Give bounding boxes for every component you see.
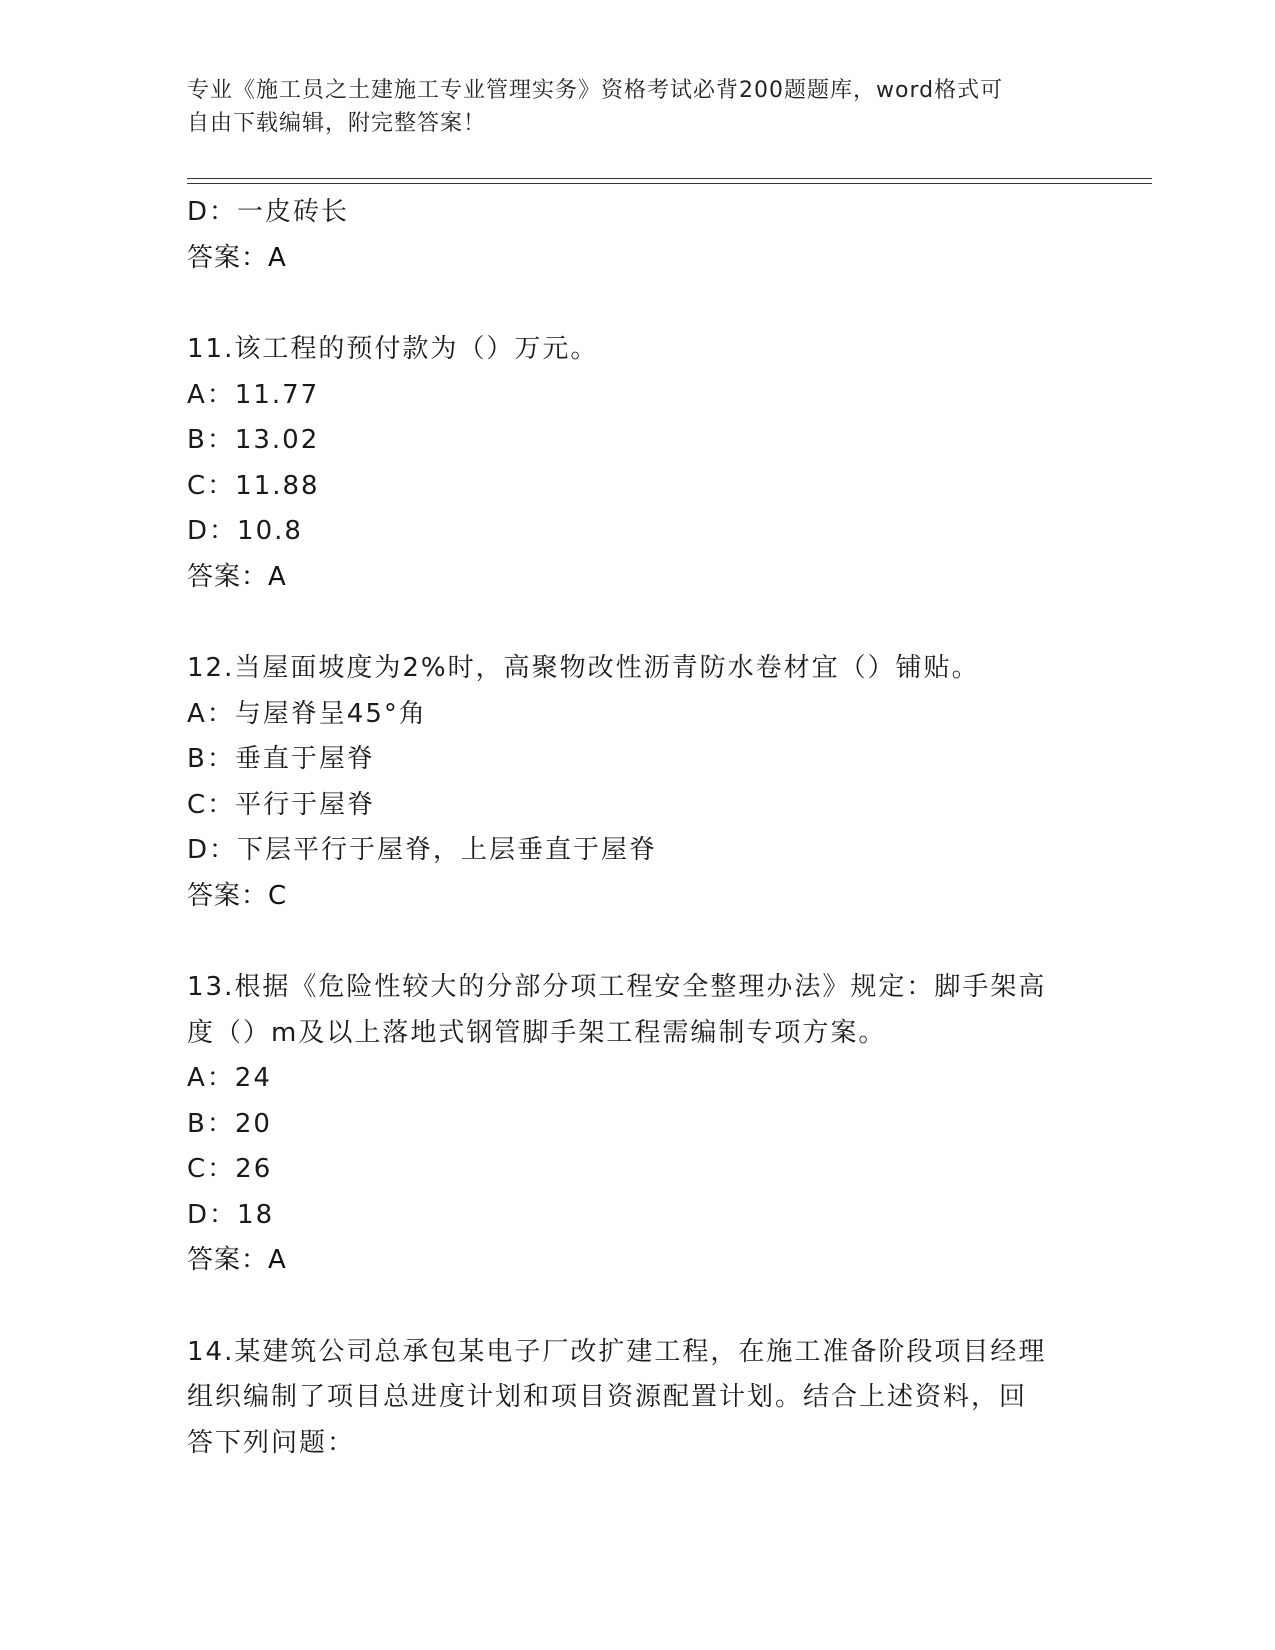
question-stem-line-2: 度（）m及以上落地式钢管脚手架工程需编制专项方案。	[187, 1017, 887, 1048]
option-b: B：20	[187, 1108, 272, 1139]
question-stem: 11.该工程的预付款为（）万元。	[187, 334, 599, 364]
answer-line: 答案：C	[187, 880, 288, 911]
option-b: B：垂直于屋脊	[187, 744, 375, 774]
answer-line: 答案：A	[187, 1245, 287, 1275]
option-c: C：平行于屋脊	[187, 789, 376, 820]
header-line-2: 自由下载编辑，附完整答案！	[187, 111, 487, 136]
option-d: D：下层平行于屋脊，上层垂直于屋脊	[187, 835, 658, 865]
option-b: B：13.02	[187, 425, 320, 455]
header-rule-top	[187, 178, 1152, 179]
question-14	[187, 1330, 1087, 1467]
question-12	[187, 646, 1087, 919]
question-stem-line-1: 13.根据《危险性较大的分部分项工程安全整理办法》规定：脚手架高	[187, 972, 1047, 1002]
prev-question-block	[187, 190, 1087, 281]
document-body	[187, 190, 1087, 1466]
document-header	[187, 74, 1067, 140]
option-a: A：24	[187, 1063, 272, 1093]
answer-line: 答案：A	[187, 561, 287, 592]
option-d: D：18	[187, 1199, 275, 1230]
header-rule-bottom	[187, 183, 1152, 184]
header-line-1: 专业《施工员之土建施工专业管理实务》资格考试必背200题题库，word格式可	[187, 78, 1004, 103]
option-d: D：一皮砖长	[187, 197, 350, 227]
option-d: D：10.8	[187, 516, 303, 546]
option-a: A：11.77	[187, 379, 320, 410]
question-11	[187, 327, 1087, 600]
question-stem-line-3: 答下列问题：	[187, 1427, 356, 1458]
question-13	[187, 965, 1087, 1284]
question-stem: 12.当屋面坡度为2%时，高聚物改性沥青防水卷材宜（）铺贴。	[187, 653, 980, 683]
option-c: C：11.88	[187, 470, 320, 501]
question-stem-line-2: 组织编制了项目总进度计划和项目资源配置计划。结合上述资料，回	[187, 1382, 1028, 1412]
question-stem-line-1: 14.某建筑公司总承包某电子厂改扩建工程，在施工准备阶段项目经理	[187, 1336, 1047, 1367]
option-c: C：26	[187, 1154, 273, 1184]
answer-line: 答案：A	[187, 242, 287, 273]
option-a: A：与屋脊呈45°角	[187, 698, 427, 729]
